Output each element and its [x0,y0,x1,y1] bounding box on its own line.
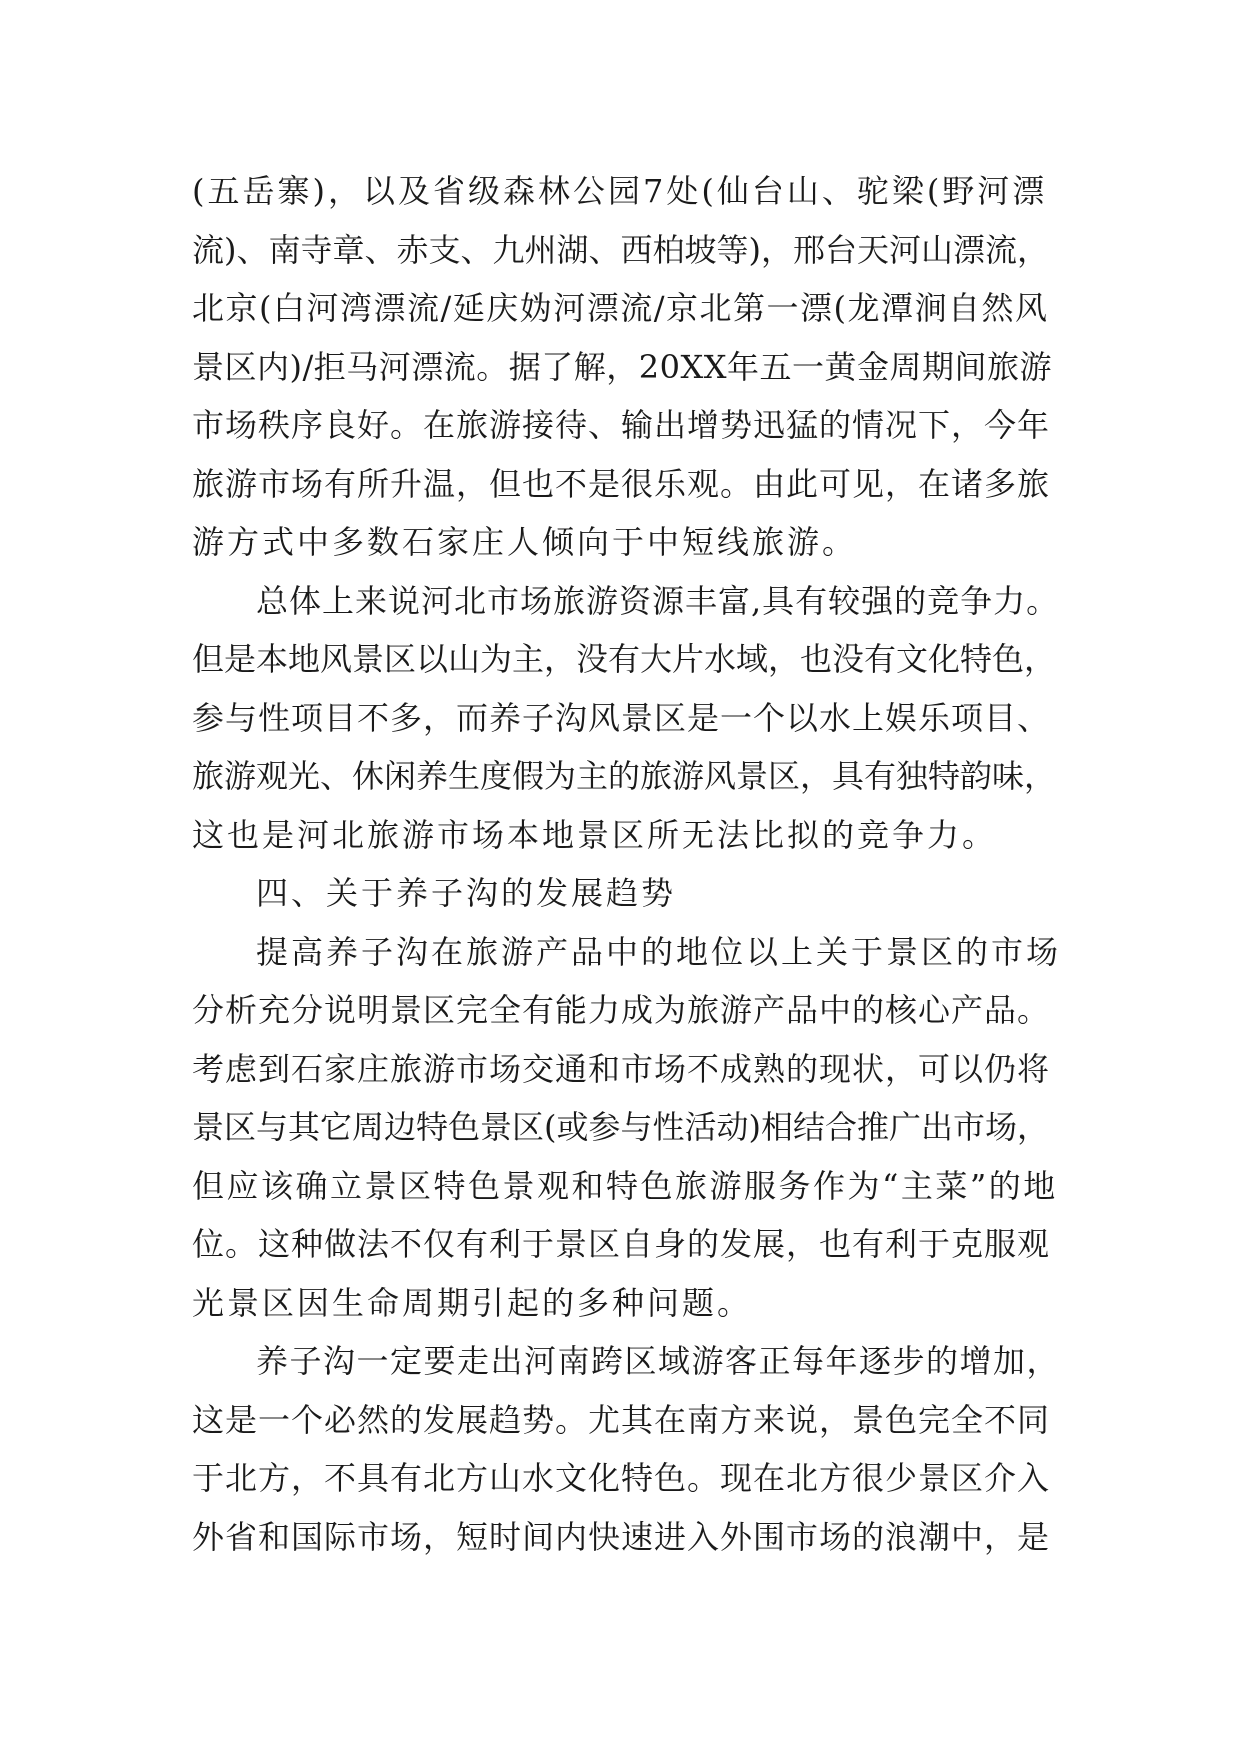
text-line-6: 旅游市场有所升温，但也不是很乐观。由此可见，在诸多旅 [192,464,1051,503]
text-line-7: 游方式中多数石家庄人倾向于中短线旅游。 [192,523,858,561]
section-heading: 四、关于养子沟的发展趋势 [256,874,677,912]
text-line-1: (五岳寨)，以及省级森林公园7处(仙台山、驼梁(野河漂 [192,172,1048,210]
text-line-2: 流)、南寺章、赤支、九州湖、西柏坡等)，邢台天河山漂流， [192,230,1049,269]
text-line-21: 养子沟一定要走出河南跨区域游客正每年逐步的增加， [256,1342,1061,1380]
text-line-12: 这也是河北旅游市场本地景区所无法比拟的竞争力。 [192,815,998,854]
text-line-23: 于北方，不具有北方山水文化特色。现在北方很少景区介入 [192,1459,1051,1497]
text-line-5: 市场秩序良好。在旅游接待、输出增势迅猛的情况下，今年 [192,406,1051,444]
text-line-14: 提高养子沟在旅游产品中的地位以上关于景区的市场 [256,932,1062,971]
text-line-8: 总体上来说河北市场旅游资源丰富,具有较强的竞争力。 [256,581,1060,620]
text-line-15: 分析充分说明景区完全有能力成为旅游产品中的核心产品。 [192,991,1051,1029]
text-line-4: 景区内)/拒马河漂流。据了解，20XX年五一黄金周期间旅游 [192,347,1053,386]
document-body [192,162,1062,1566]
text-line-18: 但应该确立景区特色景观和特色旅游服务作为“主菜”的地 [192,1166,1058,1205]
text-line-16: 考虑到石家庄旅游市场交通和市场不成熟的现状，可以仍将 [192,1049,1051,1088]
text-line-3: 北京(白河湾漂流/延庆妫河漂流/京北第一漂(龙潭涧自然风 [192,289,1049,327]
text-line-11: 旅游观光、休闲养生度假为主的旅游风景区，具有独特韵味， [192,757,1057,795]
text-line-17: 景区与其它周边特色景区(或参与性活动)相结合推广出市场， [192,1108,1049,1146]
text-line-22: 这是一个必然的发展趋势。尤其在南方来说，景色完全不同 [192,1400,1051,1439]
text-line-9: 但是本地风景区以山为主，没有大片水域，也没有文化特色， [192,640,1057,678]
text-line-10: 参与性项目不多，而养子沟风景区是一个以水上娱乐项目、 [192,698,1051,737]
text-line-24: 外省和国际市场，短时间内快速进入外围市场的浪潮中，是 [192,1517,1051,1556]
text-line-20: 光景区因生命周期引起的多种问题。 [192,1283,753,1322]
text-line-19: 位。这种做法不仅有利于景区自身的发展，也有利于克服观 [192,1225,1051,1263]
